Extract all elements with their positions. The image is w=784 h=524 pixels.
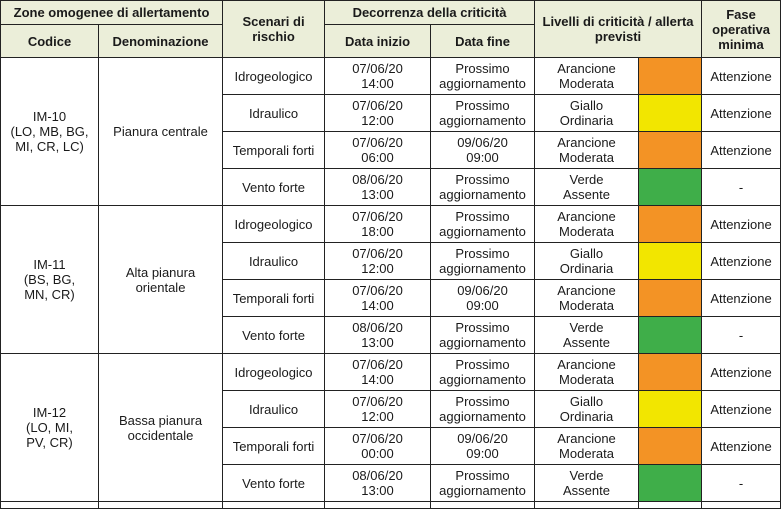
- zone-name: Bassa pianura occidentale: [99, 354, 223, 502]
- start-date: 07/06/20 12:00: [325, 391, 431, 428]
- operative-phase: Attenzione: [702, 95, 781, 132]
- alert-color-swatch: [639, 206, 702, 243]
- risk-scenario: Temporali forti: [223, 132, 325, 169]
- alert-color-swatch: [639, 317, 702, 354]
- header-start: Data inizio: [325, 25, 431, 58]
- start-date: 07/06/20 18:00: [325, 206, 431, 243]
- operative-phase: -: [702, 465, 781, 502]
- empty-cell: [325, 502, 431, 509]
- empty-cell: [639, 502, 702, 509]
- alert-color-swatch: [639, 428, 702, 465]
- empty-cell: [223, 502, 325, 509]
- operative-phase: Attenzione: [702, 428, 781, 465]
- end-date: 09/06/20 09:00: [431, 280, 535, 317]
- end-date: 09/06/20 09:00: [431, 132, 535, 169]
- risk-scenario: Idrogeologico: [223, 206, 325, 243]
- alert-level: Giallo Ordinaria: [535, 391, 639, 428]
- zone-code: IM-12 (LO, MI, PV, CR): [1, 354, 99, 502]
- alert-color-swatch: [639, 58, 702, 95]
- start-date: 07/06/20 12:00: [325, 95, 431, 132]
- header-period: Decorrenza della criticità: [325, 1, 535, 25]
- zone-name: Pianura centrale: [99, 58, 223, 206]
- empty-cell: [99, 502, 223, 509]
- risk-scenario: Vento forte: [223, 465, 325, 502]
- risk-scenario: Temporali forti: [223, 280, 325, 317]
- start-date: 08/06/20 13:00: [325, 465, 431, 502]
- end-date: Prossimo aggiornamento: [431, 206, 535, 243]
- end-date: Prossimo aggiornamento: [431, 317, 535, 354]
- start-date: 08/06/20 13:00: [325, 317, 431, 354]
- risk-scenario: Idraulico: [223, 391, 325, 428]
- end-date: Prossimo aggiornamento: [431, 95, 535, 132]
- risk-scenario: Idrogeologico: [223, 354, 325, 391]
- end-date: Prossimo aggiornamento: [431, 169, 535, 206]
- table-row-partial: [1, 502, 781, 509]
- alert-level: Verde Assente: [535, 317, 639, 354]
- header-levels: Livelli di criticità / allerta previsti: [535, 1, 702, 58]
- header-end: Data fine: [431, 25, 535, 58]
- alert-color-swatch: [639, 354, 702, 391]
- alert-color-swatch: [639, 95, 702, 132]
- risk-scenario: Idrogeologico: [223, 58, 325, 95]
- operative-phase: -: [702, 317, 781, 354]
- table-row: [1, 354, 781, 391]
- start-date: 07/06/20 14:00: [325, 354, 431, 391]
- end-date: Prossimo aggiornamento: [431, 391, 535, 428]
- alert-level: Arancione Moderata: [535, 354, 639, 391]
- zone-code: IM-10 (LO, MB, BG, MI, CR, LC): [1, 58, 99, 206]
- table-row: [1, 206, 781, 243]
- header-zones: Zone omogenee di allertamento: [1, 1, 223, 25]
- alert-color-swatch: [639, 465, 702, 502]
- empty-cell: [431, 502, 535, 509]
- table-row: [1, 58, 781, 95]
- start-date: 07/06/20 14:00: [325, 58, 431, 95]
- header-phase: Fase operativa minima: [702, 1, 781, 58]
- operative-phase: Attenzione: [702, 206, 781, 243]
- start-date: 07/06/20 14:00: [325, 280, 431, 317]
- alert-level: Verde Assente: [535, 169, 639, 206]
- risk-scenario: Idraulico: [223, 243, 325, 280]
- header-scenario: Scenari di rischio: [223, 1, 325, 58]
- alert-level: Arancione Moderata: [535, 280, 639, 317]
- start-date: 07/06/20 12:00: [325, 243, 431, 280]
- end-date: 09/06/20 09:00: [431, 428, 535, 465]
- operative-phase: Attenzione: [702, 280, 781, 317]
- alert-color-swatch: [639, 169, 702, 206]
- header-name: Denominazione: [99, 25, 223, 58]
- zone-code: IM-11 (BS, BG, MN, CR): [1, 206, 99, 354]
- end-date: Prossimo aggiornamento: [431, 465, 535, 502]
- zone-name: Alta pianura orientale: [99, 206, 223, 354]
- alert-level: Verde Assente: [535, 465, 639, 502]
- alert-level: Giallo Ordinaria: [535, 95, 639, 132]
- operative-phase: Attenzione: [702, 243, 781, 280]
- risk-scenario: Vento forte: [223, 169, 325, 206]
- alert-color-swatch: [639, 243, 702, 280]
- empty-cell: [702, 502, 781, 509]
- alert-level: Arancione Moderata: [535, 428, 639, 465]
- end-date: Prossimo aggiornamento: [431, 243, 535, 280]
- table-body: [1, 58, 781, 509]
- operative-phase: -: [702, 169, 781, 206]
- alert-level: Arancione Moderata: [535, 58, 639, 95]
- risk-scenario: Vento forte: [223, 317, 325, 354]
- alert-level: Giallo Ordinaria: [535, 243, 639, 280]
- alert-color-swatch: [639, 280, 702, 317]
- end-date: Prossimo aggiornamento: [431, 354, 535, 391]
- start-date: 07/06/20 00:00: [325, 428, 431, 465]
- operative-phase: Attenzione: [702, 132, 781, 169]
- start-date: 08/06/20 13:00: [325, 169, 431, 206]
- operative-phase: Attenzione: [702, 354, 781, 391]
- alert-level: Arancione Moderata: [535, 206, 639, 243]
- risk-scenario: Temporali forti: [223, 428, 325, 465]
- header-code: Codice: [1, 25, 99, 58]
- alert-level: Arancione Moderata: [535, 132, 639, 169]
- alert-color-swatch: [639, 132, 702, 169]
- risk-scenario: Idraulico: [223, 95, 325, 132]
- operative-phase: Attenzione: [702, 58, 781, 95]
- empty-cell: [535, 502, 639, 509]
- empty-cell: [1, 502, 99, 509]
- alert-color-swatch: [639, 391, 702, 428]
- operative-phase: Attenzione: [702, 391, 781, 428]
- end-date: Prossimo aggiornamento: [431, 58, 535, 95]
- start-date: 07/06/20 06:00: [325, 132, 431, 169]
